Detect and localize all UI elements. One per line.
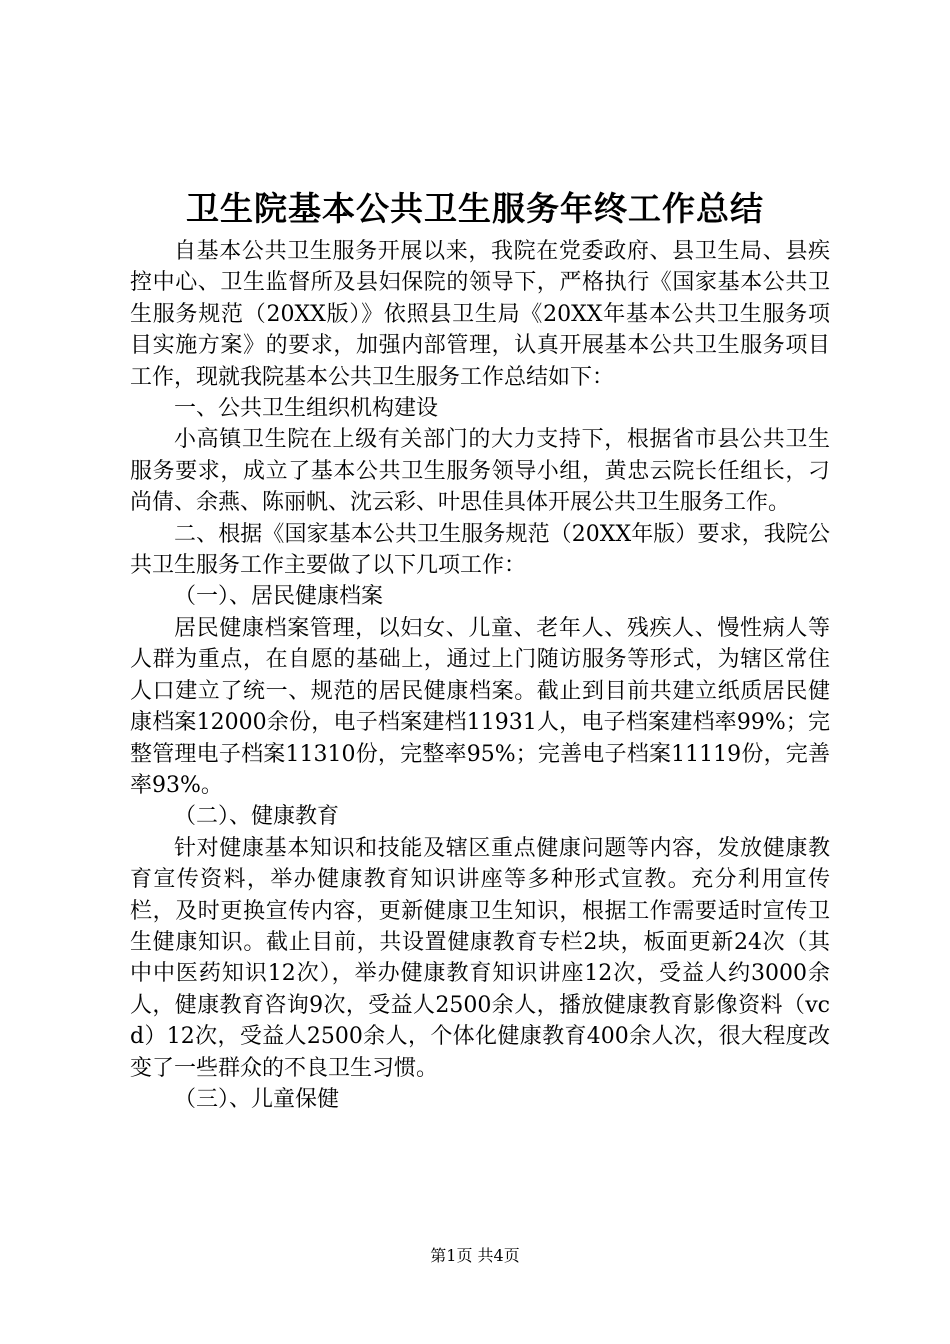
subsection-heading-health-records: （一）、居民健康档案 (174, 584, 384, 610)
paragraph-health-records: 居民健康档案管理，以妇女、儿童、老年人、残疾人、慢性病人等人群为重点，在自愿的基础上，通过上门随访服务等形式，为辖区常住人口建立了统一、规范的居民健康档案。截止到目前共建立纸质居民健康档案12000余份，电子档案建档11931人，电子档案建档率99%；完整管理电子档案11310份，完整率95%；完善电子档案11119份，完善率93%。 (130, 615, 830, 798)
document-body (130, 236, 830, 1115)
subsection-heading-health-education: （二）、健康教育 (174, 804, 340, 830)
subsection-heading-child-care: （三）、儿童保健 (174, 1086, 340, 1112)
paragraph-health-education: 针对健康基本知识和技能及辖区重点健康问题等内容，发放健康教育宣传资料，举办健康教育知识讲座等多种形式宣教。充分利用宣传栏，及时更换宣传内容，更新健康卫生知识，根据工作需要适时宣传卫生健康知识。截止目前，共设置健康教育专栏2块，板面更新24次（其中中医药知识12次），举办健康教育知识讲座12次，受益人约3000余人，健康教育咨询9次，受益人2500余人，播放健康教育影像资料（vcd）12次，受益人2500余人，个体化健康教育400余人次，很大程度改变了一些群众的不良卫生习惯。 (130, 835, 830, 1081)
paragraph-intro: 自基本公共卫生服务开展以来，我院在党委政府、县卫生局、县疾控中心、卫生监督所及县妇保院的领导下，严格执行《国家基本公共卫生服务规范（20XX版）》依照县卫生局《20XX年基本公共卫生服务项目实施方案》的要求，加强内部管理，认真开展基本公共卫生服务项目工作，现就我院基本公共卫生服务工作总结如下： (130, 239, 830, 390)
paragraph-org: 小高镇卫生院在上级有关部门的大力支持下，根据省市县公共卫生服务要求，成立了基本公共卫生服务领导小组，黄忠云院长任组长，刁尚倩、余燕、陈丽帆、沈云彩、叶思佳具体开展公共卫生服务工作。 (130, 427, 830, 516)
page-footer: 第1页 共4页 (430, 1246, 520, 1265)
document-title: 卫生院基本公共卫生服务年终工作总结 (186, 189, 764, 228)
section-heading-2: 二、根据《国家基本公共卫生服务规范（20XX年版）要求，我院公共卫生服务工作主要做了以下几项工作： (130, 521, 830, 579)
section-heading-1: 一、公共卫生组织机构建设 (174, 396, 439, 422)
